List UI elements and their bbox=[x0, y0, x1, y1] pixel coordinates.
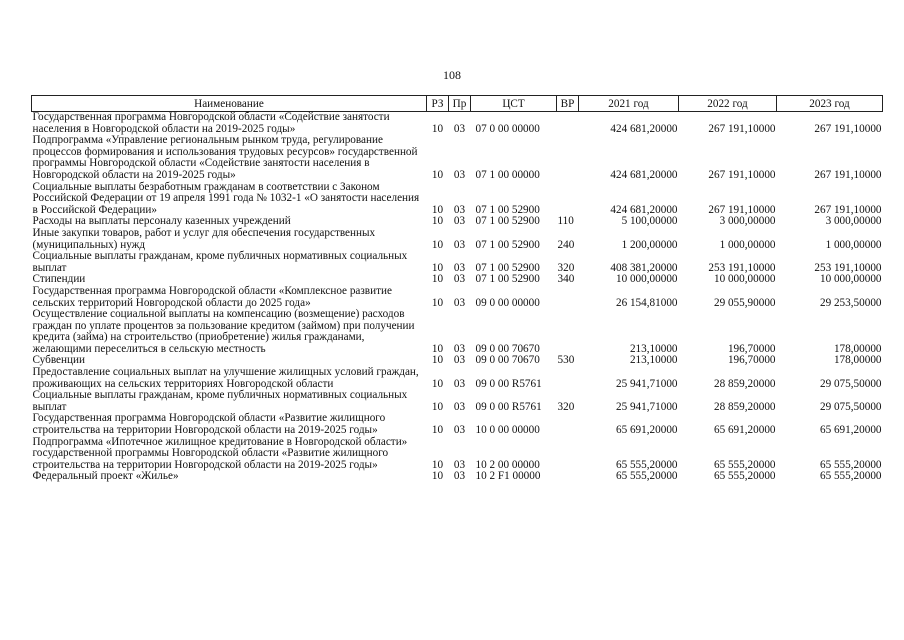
row-2021: 1 200,00000 bbox=[621, 238, 678, 251]
row-rz: 10 bbox=[431, 424, 444, 437]
row-vr: 530 bbox=[557, 354, 575, 367]
row-pr: 03 bbox=[453, 354, 466, 367]
row-2022: 196,70000 bbox=[727, 342, 776, 355]
row-2023: 178,00000 bbox=[833, 354, 882, 367]
row-2022: 65 555,20000 bbox=[713, 458, 776, 471]
row-cst: 10 0 00 00000 bbox=[475, 424, 540, 437]
row-vr: 320 bbox=[557, 400, 575, 413]
row-cst: 07 1 00 52900 bbox=[475, 238, 540, 251]
row-2023: 267 191,10000 bbox=[814, 168, 882, 181]
row-2021: 65 691,20000 bbox=[615, 424, 678, 437]
row-name: Подпрограмма «Управление региональным рынком труда, регулирование процессов формирования и использования трудовых ресурсов» государственной программы Новгородской области «Содействие занятости населения в Новгородской области на 2019-2025 годы» bbox=[32, 134, 418, 181]
row-name: Федеральный проект «Жилье» bbox=[32, 470, 179, 483]
row-2021: 424 681,20000 bbox=[610, 122, 678, 135]
row-rz: 10 bbox=[431, 354, 444, 367]
row-cst: 09 0 00 00000 bbox=[475, 296, 540, 309]
row-cst: 09 0 00 70670 bbox=[475, 342, 540, 355]
row-name: Социальные выплаты гражданам, кроме публичных нормативных социальных выплат bbox=[32, 250, 408, 274]
row-name: Иные закупки товаров, работ и услуг для обеспечения государственных (муниципальных) нужд bbox=[32, 226, 376, 251]
row-pr: 03 bbox=[453, 400, 466, 413]
header-rz: РЗ bbox=[427, 96, 449, 112]
row-name: Государственная программа Новгородской области «Комплексное развитие сельских территорий Новгородской области до 2025 года» bbox=[32, 284, 392, 309]
row-cst: 07 1 00 00000 bbox=[475, 168, 540, 181]
row-cst: 09 0 00 R5761 bbox=[475, 377, 542, 390]
row-2022: 65 691,20000 bbox=[713, 424, 776, 437]
table-row bbox=[32, 286, 883, 309]
row-2021: 25 941,71000 bbox=[615, 400, 678, 413]
table-header-row bbox=[32, 96, 883, 112]
row-rz: 10 bbox=[431, 122, 444, 135]
row-rz: 10 bbox=[431, 458, 444, 471]
header-vr: ВР bbox=[557, 96, 579, 112]
row-2023: 29 075,50000 bbox=[819, 400, 882, 413]
row-2021: 424 681,20000 bbox=[610, 203, 678, 216]
row-2021: 26 154,81000 bbox=[615, 296, 678, 309]
row-rz: 10 bbox=[431, 377, 444, 390]
row-vr bbox=[557, 286, 579, 309]
table-row bbox=[32, 309, 883, 355]
row-2023: 29 253,50000 bbox=[819, 296, 882, 309]
row-2023: 65 555,20000 bbox=[819, 458, 882, 471]
row-2021: 5 100,00000 bbox=[621, 215, 678, 228]
row-rz: 10 bbox=[431, 168, 444, 181]
row-2022: 28 859,20000 bbox=[713, 377, 776, 390]
row-pr: 03 bbox=[453, 238, 466, 251]
row-cst: 09 0 00 R5761 bbox=[475, 400, 542, 413]
row-rz: 10 bbox=[431, 215, 444, 228]
row-2023: 10 000,00000 bbox=[819, 273, 882, 286]
header-name: Наименование bbox=[32, 96, 427, 112]
row-2023: 3 000,00000 bbox=[825, 215, 882, 228]
row-pr: 03 bbox=[453, 273, 466, 286]
row-2022: 253 191,10000 bbox=[708, 261, 776, 274]
header-2021: 2021 год bbox=[579, 96, 679, 112]
row-vr bbox=[557, 471, 579, 483]
table-row bbox=[32, 413, 883, 436]
row-vr: 320 bbox=[557, 261, 575, 274]
row-pr: 03 bbox=[453, 122, 466, 135]
row-2022: 1 000,00000 bbox=[719, 238, 776, 251]
budget-table bbox=[31, 95, 883, 483]
row-2023: 267 191,10000 bbox=[814, 203, 882, 216]
row-2022: 267 191,10000 bbox=[708, 122, 776, 135]
row-vr: 340 bbox=[557, 273, 575, 286]
row-2022: 196,70000 bbox=[727, 354, 776, 367]
row-vr: 240 bbox=[557, 238, 575, 251]
row-2021: 65 555,20000 bbox=[615, 470, 678, 483]
row-2023: 65 691,20000 bbox=[819, 424, 882, 437]
table-row bbox=[32, 112, 883, 136]
row-2022: 10 000,00000 bbox=[713, 273, 776, 286]
row-rz: 10 bbox=[431, 342, 444, 355]
row-pr: 03 bbox=[453, 261, 466, 274]
row-cst: 10 2 F1 00000 bbox=[475, 470, 541, 483]
row-name: Осуществление социальной выплаты на компенсацию (возмещение) расходов граждан по уплате процентов за пользование кредитом (займом) при получении кредита (займа) на строительство (приобретение) жилья гражданами, желающими переселиться в сельскую местность bbox=[32, 308, 415, 355]
row-cst: 09 0 00 70670 bbox=[475, 354, 540, 367]
row-vr: 110 bbox=[557, 215, 574, 228]
header-pr: Пр bbox=[449, 96, 471, 112]
row-2023: 178,00000 bbox=[833, 342, 882, 355]
row-name: Подпрограмма «Ипотечное жилищное кредитование в Новгородской области» государственной программы Новгородской области «Развитие жилищного строительства на территории Новгородской области на 2019-2025 годы» bbox=[32, 435, 408, 471]
row-name: Государственная программа Новгородской области «Развитие жилищного строительства на территории Новгородской области на 2019-2025 годы» bbox=[32, 412, 386, 437]
row-pr: 03 bbox=[453, 470, 466, 483]
table-row bbox=[32, 135, 883, 181]
row-rz: 10 bbox=[431, 238, 444, 251]
row-vr bbox=[557, 367, 579, 390]
row-vr bbox=[557, 112, 579, 136]
row-2023: 253 191,10000 bbox=[814, 261, 882, 274]
page-number: 108 bbox=[443, 68, 461, 82]
row-2021: 424 681,20000 bbox=[610, 168, 678, 181]
header-2022: 2022 год bbox=[679, 96, 777, 112]
row-cst: 07 1 00 52900 bbox=[475, 273, 540, 286]
row-cst: 07 1 00 52900 bbox=[475, 203, 540, 216]
row-pr: 03 bbox=[453, 342, 466, 355]
row-rz: 10 bbox=[431, 296, 444, 309]
row-cst: 07 1 00 52900 bbox=[475, 261, 540, 274]
row-2021: 65 555,20000 bbox=[615, 458, 678, 471]
header-cst: ЦСТ bbox=[471, 96, 557, 112]
row-name: Государственная программа Новгородской области «Содействие занятости населения в Новгородской области на 2019-2025 годы» bbox=[32, 111, 390, 135]
row-pr: 03 bbox=[453, 215, 466, 228]
row-cst: 07 1 00 52900 bbox=[475, 215, 540, 228]
row-vr bbox=[557, 309, 579, 355]
row-2023: 29 075,50000 bbox=[819, 377, 882, 390]
row-pr: 03 bbox=[453, 424, 466, 437]
row-rz: 10 bbox=[431, 400, 444, 413]
row-name: Предоставление социальных выплат на улучшение жилищных условий граждан, проживающих на сельских территориях Новгородской области bbox=[32, 366, 419, 390]
table-row bbox=[32, 182, 883, 217]
row-name: Субвенции bbox=[32, 354, 85, 367]
row-cst: 07 0 00 00000 bbox=[475, 122, 540, 135]
row-vr bbox=[557, 135, 579, 181]
row-vr bbox=[557, 437, 579, 472]
row-2021: 213,10000 bbox=[629, 354, 678, 367]
row-2021: 25 941,71000 bbox=[615, 377, 678, 390]
row-name: Расходы на выплаты персоналу казенных учреждений bbox=[32, 215, 291, 228]
table-row bbox=[32, 471, 883, 483]
row-vr bbox=[557, 413, 579, 436]
row-pr: 03 bbox=[453, 458, 466, 471]
row-name: Социальные выплаты гражданам, кроме публичных нормативных социальных выплат bbox=[32, 389, 408, 413]
table-row bbox=[32, 228, 883, 251]
table-row bbox=[32, 367, 883, 390]
table-row bbox=[32, 437, 883, 472]
row-pr: 03 bbox=[453, 296, 466, 309]
header-2023: 2023 год bbox=[777, 96, 883, 112]
row-rz: 10 bbox=[431, 470, 444, 483]
table-row bbox=[32, 251, 883, 274]
table-body bbox=[32, 112, 883, 484]
row-rz: 10 bbox=[431, 261, 444, 274]
row-vr bbox=[557, 182, 579, 217]
row-pr: 03 bbox=[453, 168, 466, 181]
row-2023: 1 000,00000 bbox=[825, 238, 882, 251]
row-2021: 408 381,20000 bbox=[610, 261, 678, 274]
row-2023: 65 555,20000 bbox=[819, 470, 882, 483]
row-name: Социальные выплаты безработным гражданам в соответствии с Законом Российской Федерации от 19 апреля 1991 года № 1032-1 «О занятости населения в Российской Федерации» bbox=[32, 180, 420, 216]
table-row bbox=[32, 390, 883, 413]
row-rz: 10 bbox=[431, 273, 444, 286]
row-pr: 03 bbox=[453, 377, 466, 390]
row-pr: 03 bbox=[453, 203, 466, 216]
row-2022: 29 055,90000 bbox=[713, 296, 776, 309]
row-2022: 65 555,20000 bbox=[713, 470, 776, 483]
row-2022: 28 859,20000 bbox=[713, 400, 776, 413]
row-rz: 10 bbox=[431, 203, 444, 216]
row-2022: 267 191,10000 bbox=[708, 203, 776, 216]
row-2021: 213,10000 bbox=[629, 342, 678, 355]
row-2021: 10 000,00000 bbox=[615, 273, 678, 286]
row-2022: 267 191,10000 bbox=[708, 168, 776, 181]
row-2023: 267 191,10000 bbox=[814, 122, 882, 135]
row-name: Стипендии bbox=[32, 273, 86, 286]
row-2022: 3 000,00000 bbox=[719, 215, 776, 228]
row-cst: 10 2 00 00000 bbox=[475, 458, 540, 471]
